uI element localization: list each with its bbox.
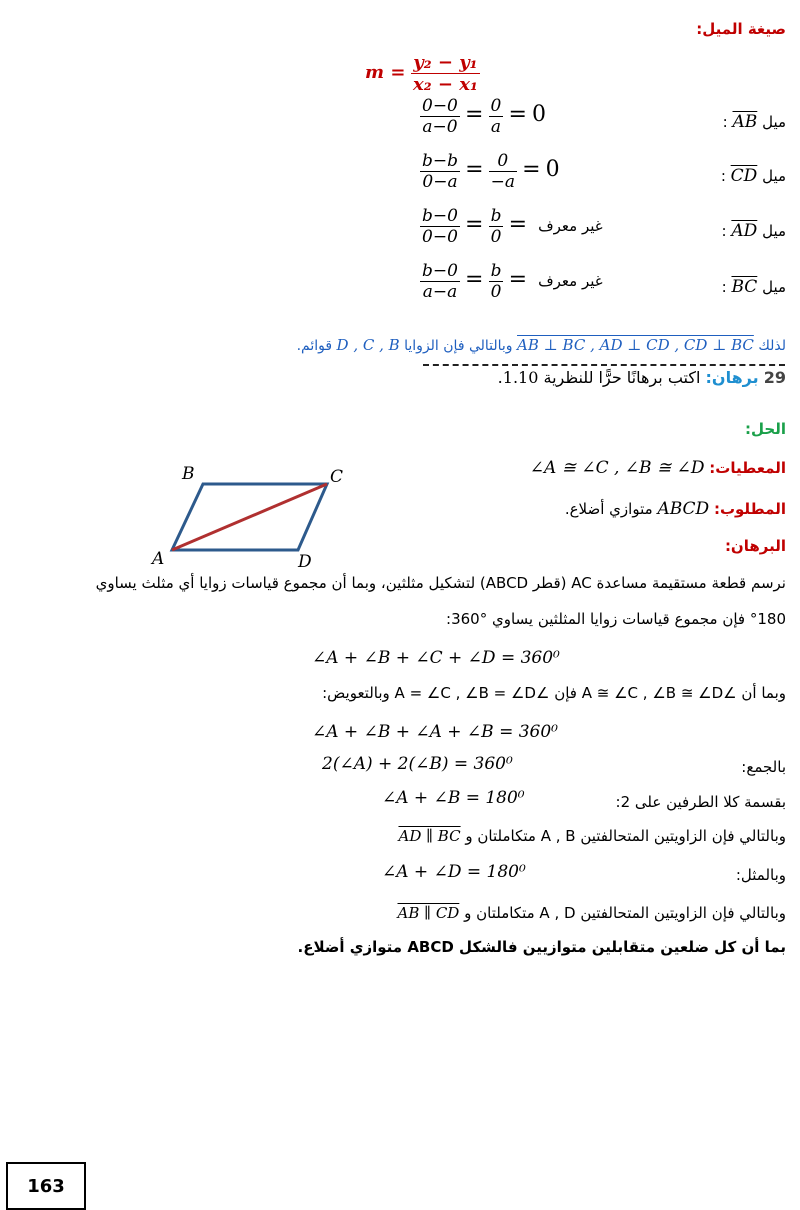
proof-p3: وبما أن ∠A ≅ ∠C , ∠B ≅ ∠D فإن ∠A = ∠C , ∠B = ∠D وبالتعويض:: [322, 684, 786, 702]
vertex-d: D: [298, 552, 312, 572]
proof-heading: البرهان:: [724, 537, 786, 555]
eq3: 2(∠A) + 2(∠B) = 360⁰: [322, 754, 513, 774]
slope-row-cd: $\frac{b-b}{0-a}$ = $\frac{0}{-a}$ = 0: [422, 151, 560, 192]
div-label: بقسمة كلا الطرفين على 2:: [615, 793, 786, 811]
required: المطلوب: ABCD متوازي أضلاع.: [564, 499, 786, 519]
vertex-b: B: [182, 464, 195, 484]
eq2: ∠A + ∠B + ∠A + ∠B = 360⁰: [312, 722, 558, 742]
add-label: بالجمع:: [741, 758, 786, 776]
solution-heading: الحل:: [745, 420, 786, 438]
vertex-c: C: [330, 467, 344, 487]
slope-conclusion: لذلك AB ⊥ BC , AD ⊥ CD , CD ⊥ BC وبالتالي فإن الزوايا D , C , B قوائم.: [296, 336, 786, 354]
slope-heading: صيغة الميل:: [696, 20, 786, 38]
proof-p4: وبالتالي فإن الزاويتين المتحالفتين A , B متكاملتان و AD ∥ BC: [398, 827, 786, 845]
slope-label-cd: ميل CD :: [720, 166, 786, 186]
slope-row-ad: $\frac{b-0}{0-0}$ = $\frac{b}{0}$ = غير معرف: [422, 206, 603, 247]
slope-label-ab: ميل AB :: [722, 112, 786, 132]
proof-p1: نرسم قطعة مستقيمة مساعدة AC (قطر ABCD) لتشكيل مثلثين، وبما أن مجموع قياسات زوايا أي مثلث يساوي: [95, 574, 786, 592]
slope-label-bc: ميل BC :: [721, 277, 786, 297]
proof-final: بما أن كل ضلعين متقابلين متوازيين فالشكل ABCD متوازي أضلاع.: [297, 938, 786, 956]
eq1: ∠A + ∠B + ∠C + ∠D = 360⁰: [312, 648, 560, 668]
divider: [423, 364, 785, 366]
eq4: ∠A + ∠B = 180⁰: [382, 788, 525, 808]
problem-29: 29 برهان: اكتب برهانًا حرًّا للنظرية 1.10.: [497, 368, 786, 387]
similar-label: وبالمثل:: [735, 866, 786, 884]
proof-p2: °180 فإن مجموع قياسات زوايا المثلثين يساوي °360:: [446, 610, 786, 628]
slope-formula: m = $\frac{\text{y₂ − y₁}}{\text{x₂ − x₁}}$: [365, 52, 478, 95]
slope-row-ab: $\frac{0-0}{a-0}$ = $\frac{0}{a}$ = 0: [422, 96, 546, 137]
given: المعطيات: ∠A ≅ ∠C , ∠B ≅ ∠D: [529, 458, 786, 478]
eq5: ∠A + ∠D = 180⁰: [382, 862, 526, 882]
page-number: 163: [6, 1162, 86, 1210]
proof-p5: وبالتالي فإن الزاويتين المتحالفتين A , D متكاملتان و AB ∥ CD: [397, 904, 786, 922]
slope-row-bc: $\frac{b-0}{a-a}$ = $\frac{b}{0}$ = غير معرف: [422, 261, 603, 302]
vertex-a: A: [152, 549, 165, 569]
parallelogram-figure: [150, 462, 360, 572]
slope-label-ad: ميل AD :: [721, 221, 786, 241]
